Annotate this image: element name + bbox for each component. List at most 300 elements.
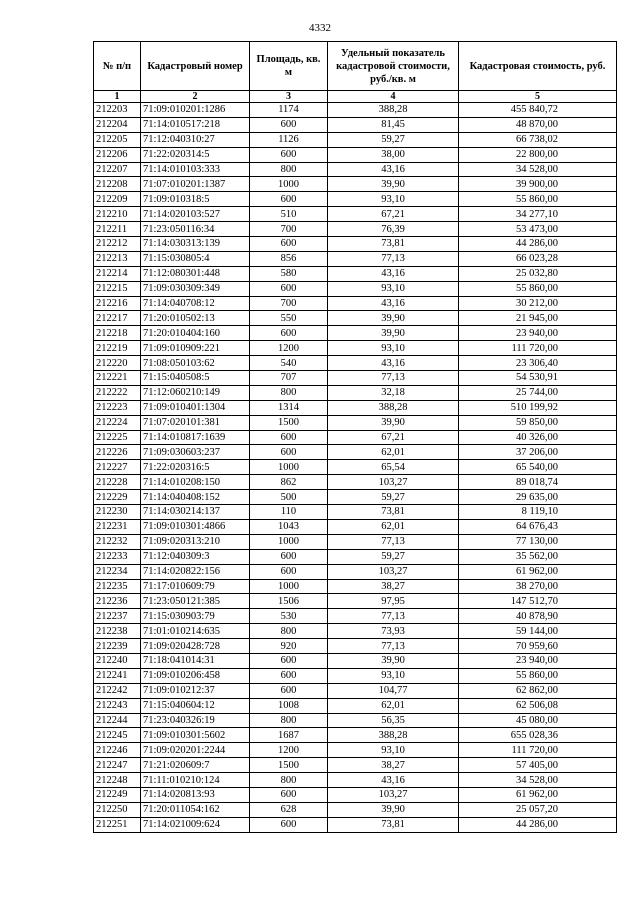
header-cadastral-number: Кадастровый номер — [141, 42, 250, 91]
area-cell: 1000 — [250, 534, 328, 549]
table-row — [94, 653, 617, 668]
specific-value-cell: 56,35 — [328, 713, 459, 728]
table-row — [94, 683, 617, 698]
cadastral-value-cell: 37 206,00 — [459, 445, 617, 460]
row-number-cell: 212211 — [94, 222, 141, 237]
row-number-cell: 212228 — [94, 475, 141, 490]
table-row — [94, 326, 617, 341]
area-cell: 1200 — [250, 743, 328, 758]
area-cell: 600 — [250, 817, 328, 832]
row-number-cell: 212249 — [94, 787, 141, 802]
area-cell: 1314 — [250, 400, 328, 415]
cadastral-number-cell: 71:08:050103:62 — [141, 356, 250, 371]
specific-value-cell: 388,28 — [328, 728, 459, 743]
table-row — [94, 713, 617, 728]
area-cell: 580 — [250, 266, 328, 281]
cadastral-number-cell: 71:20:011054:162 — [141, 802, 250, 817]
cadastral-number-cell: 71:14:010517:218 — [141, 117, 250, 132]
cadastral-number-cell: 71:14:020822:156 — [141, 564, 250, 579]
cadastral-value-cell: 23 940,00 — [459, 326, 617, 341]
column-index-row — [94, 91, 617, 103]
cadastral-value-cell: 21 945,00 — [459, 311, 617, 326]
cadastral-value-cell: 55 860,00 — [459, 192, 617, 207]
table-row — [94, 802, 617, 817]
row-number-cell: 212207 — [94, 162, 141, 177]
cadastral-value-cell: 655 028,36 — [459, 728, 617, 743]
specific-value-cell: 38,27 — [328, 758, 459, 773]
cadastral-value-cell: 55 860,00 — [459, 281, 617, 296]
specific-value-cell: 76,39 — [328, 222, 459, 237]
row-number-cell: 212203 — [94, 103, 141, 118]
area-cell: 1200 — [250, 341, 328, 356]
row-number-cell: 212226 — [94, 445, 141, 460]
area-cell: 600 — [250, 326, 328, 341]
cadastral-value-cell: 111 720,00 — [459, 341, 617, 356]
table-row — [94, 475, 617, 490]
table-row — [94, 445, 617, 460]
cadastral-value-cell: 30 212,00 — [459, 296, 617, 311]
column-index: 1 — [94, 91, 141, 103]
table-row — [94, 341, 617, 356]
row-number-cell: 212205 — [94, 132, 141, 147]
header-row — [94, 42, 617, 91]
table-row — [94, 624, 617, 639]
table-row — [94, 400, 617, 415]
cadastral-value-cell: 77 130,00 — [459, 534, 617, 549]
area-cell: 600 — [250, 237, 328, 252]
cadastral-number-cell: 71:12:040309:3 — [141, 549, 250, 564]
cadastral-value-cell: 23 306,40 — [459, 356, 617, 371]
cadastral-number-cell: 71:20:010502:13 — [141, 311, 250, 326]
row-number-cell: 212246 — [94, 743, 141, 758]
table-row — [94, 147, 617, 162]
cadastral-value-cell: 64 676,43 — [459, 519, 617, 534]
row-number-cell: 212229 — [94, 490, 141, 505]
row-number-cell: 212225 — [94, 430, 141, 445]
area-cell: 800 — [250, 773, 328, 788]
table-row — [94, 743, 617, 758]
table-body — [94, 103, 617, 833]
specific-value-cell: 59,27 — [328, 549, 459, 564]
cadastral-number-cell: 71:15:030903:79 — [141, 609, 250, 624]
row-number-cell: 212250 — [94, 802, 141, 817]
cadastral-value-cell: 62 862,00 — [459, 683, 617, 698]
area-cell: 1174 — [250, 103, 328, 118]
column-index: 3 — [250, 91, 328, 103]
specific-value-cell: 43,16 — [328, 296, 459, 311]
table-row — [94, 177, 617, 192]
table-row — [94, 668, 617, 683]
specific-value-cell: 38,00 — [328, 147, 459, 162]
cadastral-number-cell: 71:23:050116:34 — [141, 222, 250, 237]
row-number-cell: 212222 — [94, 385, 141, 400]
area-cell: 1506 — [250, 594, 328, 609]
row-number-cell: 212210 — [94, 207, 141, 222]
table-row — [94, 460, 617, 475]
cadastral-number-cell: 71:15:040604:12 — [141, 698, 250, 713]
table-row — [94, 698, 617, 713]
area-cell: 1008 — [250, 698, 328, 713]
specific-value-cell: 39,90 — [328, 415, 459, 430]
table-row — [94, 207, 617, 222]
area-cell: 600 — [250, 281, 328, 296]
row-number-cell: 212214 — [94, 266, 141, 281]
column-index: 5 — [459, 91, 617, 103]
area-cell: 600 — [250, 117, 328, 132]
area-cell: 600 — [250, 147, 328, 162]
area-cell: 800 — [250, 624, 328, 639]
area-cell: 550 — [250, 311, 328, 326]
row-number-cell: 212221 — [94, 371, 141, 386]
cadastral-number-cell: 71:21:020609:7 — [141, 758, 250, 773]
page-number: 4332 — [309, 22, 331, 34]
table-row — [94, 281, 617, 296]
area-cell: 600 — [250, 668, 328, 683]
table-row — [94, 371, 617, 386]
row-number-cell: 212209 — [94, 192, 141, 207]
area-cell: 530 — [250, 609, 328, 624]
cadastral-number-cell: 71:07:020101:381 — [141, 415, 250, 430]
cadastral-value-cell: 61 962,00 — [459, 564, 617, 579]
table-row — [94, 579, 617, 594]
specific-value-cell: 67,21 — [328, 207, 459, 222]
table-row — [94, 787, 617, 802]
specific-value-cell: 93,10 — [328, 192, 459, 207]
specific-value-cell: 104,77 — [328, 683, 459, 698]
header-cadastral-value: Кадастровая стоимость, руб. — [459, 42, 617, 91]
table-row — [94, 311, 617, 326]
cadastral-value-cell: 39 900,00 — [459, 177, 617, 192]
cadastral-number-cell: 71:14:021009:624 — [141, 817, 250, 832]
cadastral-value-cell: 147 512,70 — [459, 594, 617, 609]
table-row — [94, 192, 617, 207]
row-number-cell: 212230 — [94, 505, 141, 520]
cadastral-value-cell: 48 870,00 — [459, 117, 617, 132]
cadastral-value-cell: 89 018,74 — [459, 475, 617, 490]
area-cell: 1000 — [250, 579, 328, 594]
specific-value-cell: 59,27 — [328, 490, 459, 505]
row-number-cell: 212216 — [94, 296, 141, 311]
row-number-cell: 212238 — [94, 624, 141, 639]
row-number-cell: 212224 — [94, 415, 141, 430]
table-row — [94, 549, 617, 564]
specific-value-cell: 77,13 — [328, 609, 459, 624]
cadastral-number-cell: 71:12:060210:149 — [141, 385, 250, 400]
area-cell: 800 — [250, 713, 328, 728]
cadastral-number-cell: 71:23:050121:385 — [141, 594, 250, 609]
row-number-cell: 212217 — [94, 311, 141, 326]
table-row — [94, 251, 617, 266]
table-row — [94, 237, 617, 252]
table-row — [94, 296, 617, 311]
cadastral-number-cell: 71:12:080301:448 — [141, 266, 250, 281]
cadastral-value-cell: 25 032,80 — [459, 266, 617, 281]
cadastral-number-cell: 71:09:010301:4866 — [141, 519, 250, 534]
specific-value-cell: 93,10 — [328, 743, 459, 758]
table-row — [94, 430, 617, 445]
cadastral-value-cell: 59 850,00 — [459, 415, 617, 430]
area-cell: 1000 — [250, 177, 328, 192]
row-number-cell: 212231 — [94, 519, 141, 534]
row-number-cell: 212242 — [94, 683, 141, 698]
area-cell: 600 — [250, 445, 328, 460]
cadastral-number-cell: 71:18:041014:31 — [141, 653, 250, 668]
row-number-cell: 212235 — [94, 579, 141, 594]
table-row — [94, 162, 617, 177]
specific-value-cell: 73,81 — [328, 505, 459, 520]
cadastral-value-cell: 23 940,00 — [459, 653, 617, 668]
cadastral-value-cell: 34 528,00 — [459, 773, 617, 788]
row-number-cell: 212245 — [94, 728, 141, 743]
cadastral-number-cell: 71:09:020201:2244 — [141, 743, 250, 758]
cadastral-number-cell: 71:14:020103:527 — [141, 207, 250, 222]
specific-value-cell: 62,01 — [328, 519, 459, 534]
header-row-number: № п/п — [94, 42, 141, 91]
cadastral-value-cell: 111 720,00 — [459, 743, 617, 758]
row-number-cell: 212232 — [94, 534, 141, 549]
area-cell: 540 — [250, 356, 328, 371]
area-cell: 800 — [250, 162, 328, 177]
area-cell: 600 — [250, 653, 328, 668]
specific-value-cell: 43,16 — [328, 162, 459, 177]
cadastral-value-cell: 55 860,00 — [459, 668, 617, 683]
table-row — [94, 490, 617, 505]
table-row — [94, 534, 617, 549]
cadastral-value-cell: 57 405,00 — [459, 758, 617, 773]
cadastral-number-cell: 71:17:010609:79 — [141, 579, 250, 594]
row-number-cell: 212241 — [94, 668, 141, 683]
cadastral-value-table — [93, 41, 617, 833]
cadastral-number-cell: 71:14:020813:93 — [141, 787, 250, 802]
row-number-cell: 212206 — [94, 147, 141, 162]
table-row — [94, 758, 617, 773]
cadastral-value-cell: 65 540,00 — [459, 460, 617, 475]
specific-value-cell: 62,01 — [328, 698, 459, 713]
specific-value-cell: 65,54 — [328, 460, 459, 475]
row-number-cell: 212240 — [94, 653, 141, 668]
area-cell: 862 — [250, 475, 328, 490]
specific-value-cell: 388,28 — [328, 400, 459, 415]
specific-value-cell: 38,27 — [328, 579, 459, 594]
cadastral-value-cell: 66 738,02 — [459, 132, 617, 147]
cadastral-number-cell: 71:14:010103:333 — [141, 162, 250, 177]
row-number-cell: 212234 — [94, 564, 141, 579]
cadastral-number-cell: 71:14:010817:1639 — [141, 430, 250, 445]
table-row — [94, 773, 617, 788]
area-cell: 700 — [250, 296, 328, 311]
area-cell: 800 — [250, 385, 328, 400]
specific-value-cell: 103,27 — [328, 564, 459, 579]
cadastral-value-cell: 61 962,00 — [459, 787, 617, 802]
cadastral-value-cell: 25 744,00 — [459, 385, 617, 400]
cadastral-value-cell: 53 473,00 — [459, 222, 617, 237]
column-index: 2 — [141, 91, 250, 103]
table-row — [94, 266, 617, 281]
row-number-cell: 212247 — [94, 758, 141, 773]
cadastral-number-cell: 71:14:030313:139 — [141, 237, 250, 252]
cadastral-value-cell: 66 023,28 — [459, 251, 617, 266]
cadastral-number-cell: 71:14:040408:152 — [141, 490, 250, 505]
area-cell: 510 — [250, 207, 328, 222]
cadastral-value-cell: 40 878,90 — [459, 609, 617, 624]
area-cell: 600 — [250, 683, 328, 698]
area-cell: 500 — [250, 490, 328, 505]
specific-value-cell: 73,93 — [328, 624, 459, 639]
specific-value-cell: 81,45 — [328, 117, 459, 132]
row-number-cell: 212227 — [94, 460, 141, 475]
cadastral-value-cell: 29 635,00 — [459, 490, 617, 505]
area-cell: 1000 — [250, 460, 328, 475]
specific-value-cell: 77,13 — [328, 639, 459, 654]
cadastral-value-cell: 40 326,00 — [459, 430, 617, 445]
table-row — [94, 505, 617, 520]
cadastral-number-cell: 71:09:020313:210 — [141, 534, 250, 549]
specific-value-cell: 39,90 — [328, 653, 459, 668]
cadastral-number-cell: 71:22:020316:5 — [141, 460, 250, 475]
specific-value-cell: 73,81 — [328, 817, 459, 832]
cadastral-number-cell: 71:09:030603:237 — [141, 445, 250, 460]
row-number-cell: 212220 — [94, 356, 141, 371]
area-cell: 600 — [250, 787, 328, 802]
specific-value-cell: 77,13 — [328, 371, 459, 386]
cadastral-number-cell: 71:09:010909:221 — [141, 341, 250, 356]
cadastral-number-cell: 71:11:010210:124 — [141, 773, 250, 788]
specific-value-cell: 73,81 — [328, 237, 459, 252]
area-cell: 600 — [250, 564, 328, 579]
area-cell: 628 — [250, 802, 328, 817]
specific-value-cell: 43,16 — [328, 356, 459, 371]
table-row — [94, 594, 617, 609]
cadastral-value-cell: 44 286,00 — [459, 817, 617, 832]
area-cell: 600 — [250, 549, 328, 564]
area-cell: 600 — [250, 192, 328, 207]
row-number-cell: 212243 — [94, 698, 141, 713]
cadastral-number-cell: 71:14:030214:137 — [141, 505, 250, 520]
table-row — [94, 639, 617, 654]
table-row — [94, 564, 617, 579]
table-row — [94, 519, 617, 534]
area-cell: 856 — [250, 251, 328, 266]
cadastral-value-cell: 35 562,00 — [459, 549, 617, 564]
row-number-cell: 212204 — [94, 117, 141, 132]
table-row — [94, 817, 617, 832]
cadastral-number-cell: 71:15:040508:5 — [141, 371, 250, 386]
cadastral-number-cell: 71:23:040326:19 — [141, 713, 250, 728]
header-area: Площадь, кв. м — [250, 42, 328, 91]
cadastral-number-cell: 71:09:010212:37 — [141, 683, 250, 698]
table-row — [94, 132, 617, 147]
cadastral-number-cell: 71:15:030805:4 — [141, 251, 250, 266]
area-cell: 1687 — [250, 728, 328, 743]
area-cell: 920 — [250, 639, 328, 654]
specific-value-cell: 59,27 — [328, 132, 459, 147]
cadastral-number-cell: 71:12:040310:27 — [141, 132, 250, 147]
area-cell: 600 — [250, 430, 328, 445]
row-number-cell: 212237 — [94, 609, 141, 624]
cadastral-number-cell: 71:09:010301:5602 — [141, 728, 250, 743]
cadastral-value-cell: 34 277,10 — [459, 207, 617, 222]
cadastral-value-cell: 70 959,60 — [459, 639, 617, 654]
row-number-cell: 212223 — [94, 400, 141, 415]
cadastral-number-cell: 71:09:010206:458 — [141, 668, 250, 683]
table-row — [94, 728, 617, 743]
row-number-cell: 212233 — [94, 549, 141, 564]
table-row — [94, 385, 617, 400]
specific-value-cell: 32,18 — [328, 385, 459, 400]
row-number-cell: 212208 — [94, 177, 141, 192]
cadastral-value-cell: 38 270,00 — [459, 579, 617, 594]
cadastral-number-cell: 71:20:010404:160 — [141, 326, 250, 341]
specific-value-cell: 77,13 — [328, 251, 459, 266]
cadastral-value-cell: 8 119,10 — [459, 505, 617, 520]
table-row — [94, 415, 617, 430]
cadastral-value-cell: 25 057,20 — [459, 802, 617, 817]
table-row — [94, 609, 617, 624]
table-row — [94, 117, 617, 132]
cadastral-value-cell: 455 840,72 — [459, 103, 617, 118]
specific-value-cell: 388,28 — [328, 103, 459, 118]
row-number-cell: 212239 — [94, 639, 141, 654]
specific-value-cell: 39,90 — [328, 802, 459, 817]
cadastral-number-cell: 71:09:030309:349 — [141, 281, 250, 296]
specific-value-cell: 39,90 — [328, 326, 459, 341]
cadastral-number-cell: 71:09:010201:1286 — [141, 103, 250, 118]
cadastral-number-cell: 71:22:020314:5 — [141, 147, 250, 162]
cadastral-number-cell: 71:14:040708:12 — [141, 296, 250, 311]
table-row — [94, 222, 617, 237]
row-number-cell: 212219 — [94, 341, 141, 356]
area-cell: 110 — [250, 505, 328, 520]
specific-value-cell: 43,16 — [328, 266, 459, 281]
row-number-cell: 212251 — [94, 817, 141, 832]
row-number-cell: 212213 — [94, 251, 141, 266]
cadastral-number-cell: 71:14:010208:150 — [141, 475, 250, 490]
row-number-cell: 212218 — [94, 326, 141, 341]
specific-value-cell: 97,95 — [328, 594, 459, 609]
cadastral-number-cell: 71:07:010201:1387 — [141, 177, 250, 192]
cadastral-number-cell: 71:01:010214:635 — [141, 624, 250, 639]
specific-value-cell: 39,90 — [328, 311, 459, 326]
cadastral-value-cell: 62 506,08 — [459, 698, 617, 713]
area-cell: 1043 — [250, 519, 328, 534]
cadastral-number-cell: 71:09:010401:1304 — [141, 400, 250, 415]
cadastral-value-cell: 22 800,00 — [459, 147, 617, 162]
table-row — [94, 356, 617, 371]
specific-value-cell: 93,10 — [328, 668, 459, 683]
row-number-cell: 212212 — [94, 237, 141, 252]
specific-value-cell: 39,90 — [328, 177, 459, 192]
specific-value-cell: 43,16 — [328, 773, 459, 788]
specific-value-cell: 67,21 — [328, 430, 459, 445]
area-cell: 1500 — [250, 758, 328, 773]
cadastral-value-cell: 45 080,00 — [459, 713, 617, 728]
area-cell: 707 — [250, 371, 328, 386]
cadastral-number-cell: 71:09:020428:728 — [141, 639, 250, 654]
cadastral-value-cell: 54 530,91 — [459, 371, 617, 386]
area-cell: 1500 — [250, 415, 328, 430]
cadastral-value-cell: 34 528,00 — [459, 162, 617, 177]
specific-value-cell: 93,10 — [328, 341, 459, 356]
specific-value-cell: 103,27 — [328, 475, 459, 490]
cadastral-value-cell: 510 199,92 — [459, 400, 617, 415]
area-cell: 1126 — [250, 132, 328, 147]
area-cell: 700 — [250, 222, 328, 237]
specific-value-cell: 62,01 — [328, 445, 459, 460]
cadastral-value-cell: 44 286,00 — [459, 237, 617, 252]
specific-value-cell: 77,13 — [328, 534, 459, 549]
row-number-cell: 212236 — [94, 594, 141, 609]
specific-value-cell: 93,10 — [328, 281, 459, 296]
